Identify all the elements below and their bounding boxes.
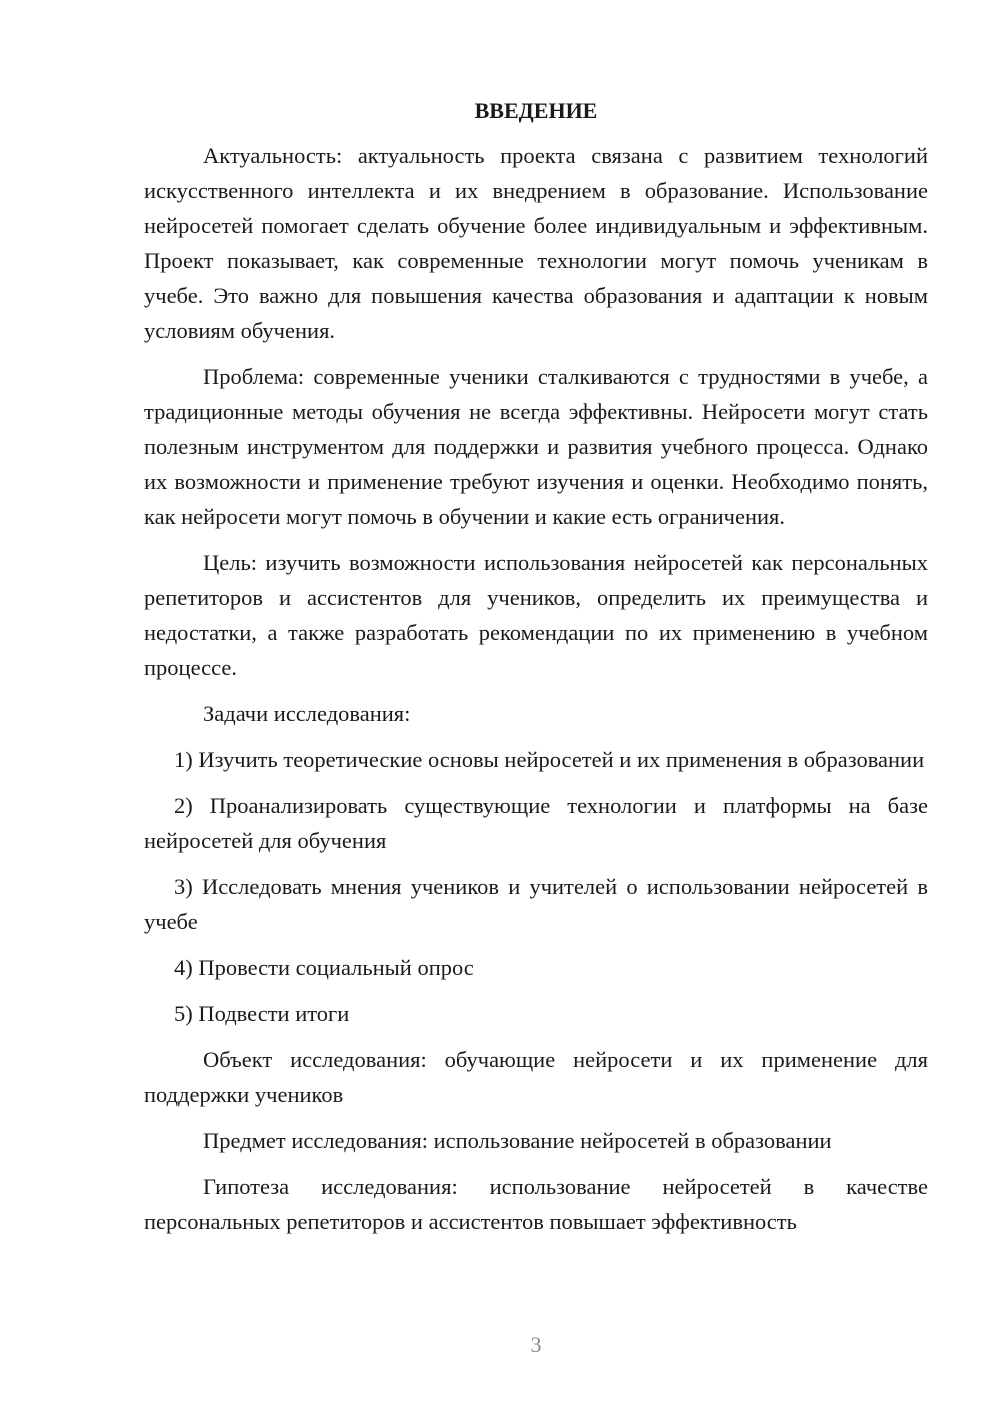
task-item: 1) Изучить теоретические основы нейросетей и их применения в образовании bbox=[174, 747, 925, 772]
hypothesis-paragraph: Гипотеза исследования: использование нейросетей в качестве персональных репетиторов и ассистентов повышает эффективность bbox=[144, 1174, 928, 1234]
task-item: 3) Исследовать мнения учеников и учителей о использовании нейросетей в учебе bbox=[144, 874, 928, 934]
task-item: 4) Провести социальный опрос bbox=[174, 955, 474, 980]
subject-paragraph: Предмет исследования: использование нейросетей в образовании bbox=[203, 1128, 832, 1153]
relevance-paragraph: Актуальность: актуальность проекта связана с развитием технологий искусственного интеллекта и их внедрением в образование. Использование нейросетей помогает сделать обучение более индивидуальным и эффективным. Проект показывает, как современные технологии могут помочь ученикам в учебе. Это важно для повышения качества образования и адаптации к новым условиям обучения. bbox=[144, 143, 928, 343]
tasks-heading: Задачи исследования: bbox=[203, 701, 411, 726]
task-item: 2) Проанализировать существующие технологии и платформы на базе нейросетей для обучения bbox=[144, 793, 928, 853]
section-title: ВВЕДЕНИЕ bbox=[474, 98, 598, 123]
problem-paragraph: Проблема: современные ученики сталкиваются с трудностями в учебе, а традиционные методы обучения не всегда эффективны. Нейросети могут стать полезным инструментом для поддержки и развития учебного процесса. Однако их возможности и применение требуют изучения и оценки. Необходимо понять, как нейросети могут помочь в обучении и какие есть ограничения. bbox=[144, 364, 928, 529]
goal-paragraph: Цель: изучить возможности использования нейросетей как персональных репетиторов и ассистентов для учеников, определить их преимущества и недостатки, а также разработать рекомендации по их применению в учебном процессе. bbox=[144, 550, 928, 680]
object-paragraph: Объект исследования: обучающие нейросети и их применение для поддержки учеников bbox=[144, 1047, 928, 1107]
page-number: 3 bbox=[530, 1332, 542, 1357]
page-content bbox=[144, 94, 928, 1250]
task-item: 5) Подвести итоги bbox=[174, 1001, 350, 1026]
